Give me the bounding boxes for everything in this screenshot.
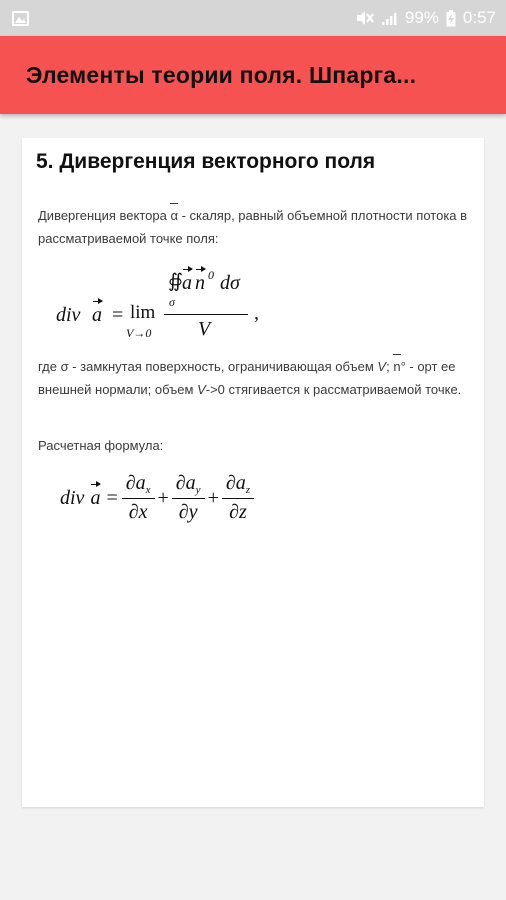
term-x-subscript: x	[145, 484, 151, 496]
surface-integral-sign: ∯	[168, 271, 183, 292]
partial-x-term	[124, 472, 153, 524]
section-heading: 5. Дивергенция векторного поля	[36, 150, 376, 173]
content-card	[22, 138, 484, 807]
term-z-numerator: ∂a	[225, 472, 246, 494]
vector-a: a	[92, 304, 102, 326]
app-title: Элементы теории поля. Шпарга...	[26, 61, 417, 88]
vector-a-2: a	[90, 486, 101, 509]
sigma-subscript: σ	[169, 295, 175, 309]
mute-icon	[356, 10, 374, 26]
divergence-calc-formula	[60, 468, 252, 528]
partial-y-term	[174, 472, 203, 524]
clock: 0:57	[462, 8, 496, 27]
integrand-vector-n: n	[195, 272, 205, 294]
term-z-denominator: ∂z	[222, 498, 254, 524]
div-operator-2: div	[60, 486, 85, 509]
partial-z-term	[224, 472, 252, 524]
intro-text-1: Дивергенция вектора	[38, 208, 171, 223]
plus-sign-1: +	[157, 486, 169, 509]
plus-sign-2: +	[207, 486, 219, 509]
integrand-dsigma: dσ	[220, 272, 240, 294]
desc-text-3: ° - орт ее внешней нормали; объем	[38, 359, 456, 397]
term-z-subscript: z	[245, 484, 251, 496]
battery-icon	[446, 10, 456, 27]
app-bar	[0, 36, 506, 114]
desc-text-2: ;	[386, 359, 394, 374]
term-x-numerator: ∂a	[125, 472, 146, 494]
desc-V2: V	[197, 382, 206, 397]
desc-V: V	[377, 359, 387, 374]
equals-sign: =	[112, 304, 124, 326]
gallery-icon	[12, 11, 29, 26]
desc-n-symbol: n	[393, 355, 400, 378]
term-y-numerator: ∂a	[175, 472, 196, 494]
fraction-bar	[164, 314, 248, 315]
denominator-V: V	[198, 318, 211, 340]
calc-formula-label: Расчетная формула:	[38, 438, 164, 453]
integrand-vector-a: a	[182, 272, 192, 294]
signal-icon	[381, 11, 398, 26]
status-bar	[0, 0, 506, 36]
intro-vector-symbol: α	[170, 204, 178, 227]
lim-operator: lim	[130, 302, 156, 323]
divergence-definition-formula	[56, 262, 336, 352]
term-y-subscript: y	[195, 484, 201, 496]
desc-text-4: ->0 стягивается к рассматриваемой точке.	[205, 382, 462, 397]
intro-paragraph	[38, 204, 468, 250]
lim-subscript: V→0	[126, 326, 152, 340]
description-paragraph	[38, 355, 468, 401]
equals-sign-2: =	[106, 486, 118, 509]
div-operator: div	[56, 304, 81, 326]
integrand-superscript: 0	[208, 268, 214, 282]
battery-percent: 99%	[404, 8, 439, 27]
term-x-denominator: ∂x	[122, 498, 155, 524]
term-y-denominator: ∂y	[172, 498, 205, 524]
intro-text-2: - скаляр, равный объемной плотности потока в рассматриваемой точке поля:	[38, 208, 468, 246]
trailing-comma: ,	[254, 302, 259, 324]
desc-text-1: где σ - замкнутая поверхность, ограничивающая объем	[38, 359, 378, 374]
